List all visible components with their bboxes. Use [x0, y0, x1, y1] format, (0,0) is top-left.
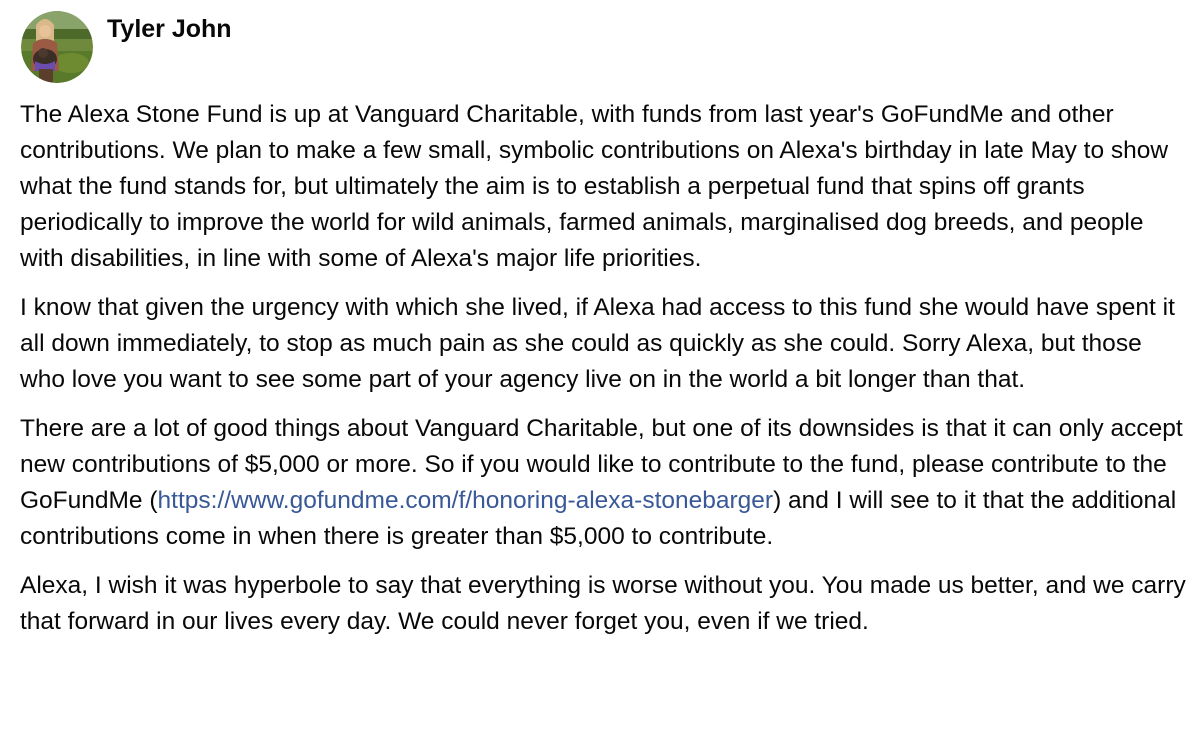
post-paragraph: I know that given the urgency with which she lived, if Alexa had access to this fund she would have spent it all down immediately, to stop as much pain as she could as quickly as she could. Sorry Alexa, but those who love you want to see some part of your agency live on in the world a bit longer than that.: [20, 294, 1175, 393]
author-name[interactable]: Tyler John: [107, 15, 232, 43]
post-paragraph: [20, 411, 1192, 555]
paragraph-text: There are a lot of good things about Vanguard Charitable, but one of its downsides is that it can only accept new contributions of $5,000 or more. So if you would like to contribute to the fund, please contribute to the GoFundMe (: [20, 415, 1183, 514]
gofundme-link[interactable]: https://www.gofundme.com/f/honoring-alexa-stonebarger: [157, 487, 774, 514]
post-body: [20, 97, 1192, 653]
post-paragraph: The Alexa Stone Fund is up at Vanguard Charitable, with funds from last year's GoFundMe and other contributions. We plan to make a few small, symbolic contributions on Alexa's birthday in late May to show what the fund stands for, but ultimately the aim is to establish a perpetual fund that spins off grants periodically to improve the world for wild animals, farmed animals, marginalised dog breeds, and people with disabilities, in line with some of Alexa's major life priorities.: [20, 101, 1169, 272]
avatar[interactable]: [21, 11, 93, 83]
post-paragraph: Alexa, I wish it was hyperbole to say that everything is worse without you. You made us better, and we carry that forward in our lives every day. We could never forget you, even if we tried.: [20, 572, 1186, 635]
paragraph-text: ) and I will see to it that the additional contributions come in when there is greater than $5,000 to contribute.: [20, 487, 1177, 550]
